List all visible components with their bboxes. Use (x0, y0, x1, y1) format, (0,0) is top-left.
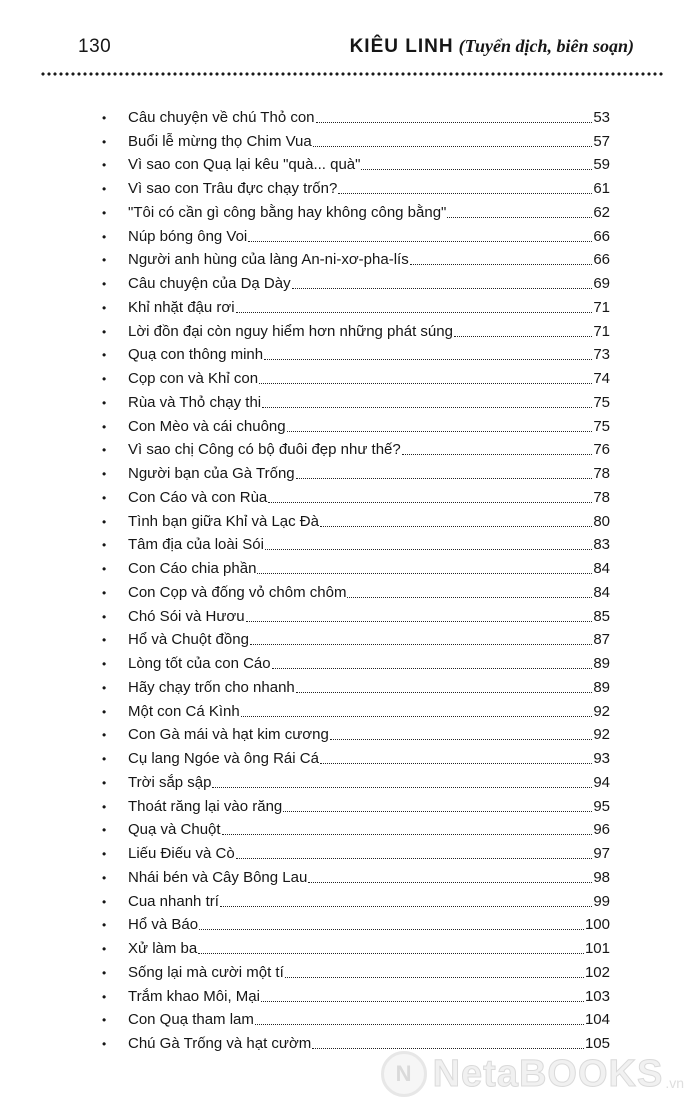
toc-entry-page: 89 (593, 655, 610, 672)
toc-entry (102, 388, 610, 412)
dot-leader (312, 1048, 584, 1049)
toc-entry (102, 174, 610, 198)
bullet-icon: • (102, 514, 107, 529)
dot-leader (347, 597, 592, 598)
dot-leader (272, 668, 593, 669)
dot-leader (320, 526, 592, 527)
toc-entry-page: 100 (584, 916, 610, 934)
dot-leader (264, 359, 592, 360)
toc-entry (102, 863, 610, 887)
toc-entry (102, 269, 610, 293)
toc-entry-page: 66 (593, 227, 610, 245)
dot-leader (236, 858, 593, 859)
dot-leader (246, 621, 593, 622)
dot-leader (250, 644, 592, 645)
toc-entry-title: Vì sao con Trâu đực chạy trốn? (128, 180, 338, 197)
dot-leader (199, 929, 584, 930)
toc-entry-page: 104 (584, 1011, 610, 1029)
toc-entry (102, 911, 610, 935)
toc-entry-title: Rùa và Thỏ chạy thi (128, 393, 262, 411)
toc-entry-title: Hãy chạy trốn cho nhanh (128, 678, 295, 696)
toc-entry-title: Con Quạ tham lam (128, 1011, 254, 1029)
dot-leader (198, 953, 584, 954)
toc-entry-page: 78 (593, 488, 610, 506)
dot-leader (330, 739, 593, 740)
bullet-icon: • (102, 704, 107, 719)
toc-entry-title: Buổi lễ mừng thọ Chim Vua (128, 132, 312, 150)
toc-entry-page: 96 (593, 821, 610, 839)
toc-entry-page: 66 (593, 251, 610, 269)
toc-entry-page: 99 (593, 892, 610, 910)
toc-entry (102, 673, 610, 697)
dotted-rule (40, 71, 664, 77)
toc-entry (102, 459, 610, 483)
bullet-icon: • (102, 657, 107, 671)
toc-entry (102, 103, 610, 127)
toc-entry-page: 74 (593, 370, 610, 387)
bullet-icon: • (102, 965, 107, 980)
dot-leader (296, 692, 593, 693)
bullet-icon: • (102, 467, 107, 481)
dot-leader (241, 716, 593, 717)
running-head (350, 36, 634, 58)
toc-entry-page: 89 (593, 678, 610, 696)
toc-entry (102, 649, 610, 673)
toc-entry-title: Con Cáo và con Rùa (128, 488, 268, 506)
toc-entry-page: 98 (593, 868, 610, 886)
bullet-icon: • (102, 823, 107, 838)
dot-leader (447, 217, 592, 218)
toc-entry-title: Quạ và Chuột (128, 821, 221, 839)
toc-entry (102, 982, 610, 1006)
bullet-icon: • (102, 847, 107, 861)
dot-leader (265, 549, 592, 550)
dot-leader (262, 407, 592, 408)
bullet-icon: • (102, 229, 107, 244)
toc-entry-page: 62 (593, 203, 610, 221)
neta-logo-icon: N (381, 1051, 427, 1097)
toc-entry-title: Câu chuyện về chú Thỏ con (128, 108, 315, 126)
toc-entry (102, 341, 610, 365)
toc-entry-title: Nhái bén và Cây Bông Lau (128, 868, 308, 886)
toc-entry-title: Hổ và Báo (128, 916, 199, 934)
dot-leader (285, 977, 584, 978)
toc-entry-page: 94 (593, 773, 610, 791)
dot-leader (212, 787, 592, 788)
toc-entry-page: 75 (593, 393, 610, 411)
dot-leader (287, 431, 593, 432)
bullet-icon: • (102, 277, 107, 291)
dot-leader (454, 336, 592, 337)
toc-entry-title: Chó Sói và Hươu (128, 607, 245, 625)
bullet-icon: • (102, 443, 107, 458)
toc-entry-title: Vì sao chị Công có bộ đuôi đẹp như thế? (128, 441, 401, 459)
bullet-icon: • (102, 110, 107, 125)
toc-entry-page: 69 (593, 275, 610, 292)
toc-entry (102, 317, 610, 341)
bullet-icon: • (102, 395, 107, 410)
toc-entry-title: Chú Gà Trống và hạt cườm (128, 1035, 312, 1052)
toc-entry (102, 578, 610, 602)
toc-entry-title: "Tôi có cần gì công bằng hay không công bằng" (128, 203, 447, 221)
toc-entry (102, 507, 610, 531)
watermark-text: NetaBOOKS (432, 1052, 664, 1095)
toc-entry-title: Xử làm ba (128, 940, 198, 957)
bullet-icon: • (102, 182, 107, 196)
bullet-icon: • (102, 989, 107, 1004)
toc-entry (102, 222, 610, 246)
bullet-icon: • (102, 158, 107, 173)
dot-leader (259, 383, 592, 384)
bullet-icon: • (102, 253, 107, 268)
toc-entry-title: Lòng tốt của con Cáo (128, 655, 271, 672)
toc-entry (102, 531, 610, 555)
toc-entry-page: 59 (593, 156, 610, 174)
toc-entry-title: Quạ con thông minh (128, 346, 264, 364)
toc-entry-title: Một con Cá Kình (128, 702, 240, 720)
toc-entry-page: 84 (593, 583, 610, 601)
toc-entry-page: 78 (593, 465, 610, 482)
toc-entry-title: Người anh hùng của làng An-ni-xơ-pha-lís (128, 251, 409, 269)
author-name: KIÊU LINH (349, 36, 454, 57)
toc-entry-page: 92 (593, 702, 610, 720)
toc-entry-page: 102 (584, 963, 610, 981)
toc-entry-title: Con Cọp và đống vỏ chôm chôm (128, 583, 347, 601)
dot-leader (248, 241, 592, 242)
toc-entry (102, 554, 610, 578)
toc-entry (102, 744, 610, 768)
toc-entry-title: Liếu Điếu và Cò (128, 845, 235, 862)
toc-entry (102, 1029, 610, 1053)
toc-entry (102, 436, 610, 460)
page-header (78, 36, 634, 64)
toc-entry (102, 816, 610, 840)
dot-leader (361, 169, 592, 170)
toc-entry (102, 792, 610, 816)
dot-leader (255, 1024, 584, 1025)
toc-entry-title: Tình bạn giữa Khỉ và Lạc Đà (128, 512, 319, 530)
dot-leader (320, 763, 592, 764)
toc-entry (102, 198, 610, 222)
toc-entry (102, 127, 610, 151)
toc-entry-title: Con Cáo chia phần (128, 560, 257, 577)
toc-entry-page: 97 (593, 845, 610, 862)
bullet-icon: • (102, 134, 107, 149)
dot-leader (222, 834, 593, 835)
toc-entry-title: Tâm địa của loài Sói (128, 536, 264, 554)
bullet-icon: • (102, 300, 107, 315)
toc-entry-page: 71 (593, 298, 610, 316)
bullet-icon: • (102, 538, 107, 553)
toc-entry-page: 76 (593, 441, 610, 459)
dot-leader (338, 193, 592, 194)
toc-entry-title: Cua nhanh trí (128, 892, 219, 910)
dot-leader (316, 122, 593, 123)
dot-leader (313, 146, 593, 147)
dot-leader (283, 811, 592, 812)
toc-entry-page: 95 (593, 797, 610, 815)
bullet-icon: • (102, 348, 107, 363)
toc-entry-title: Khỉ nhặt đậu rơi (128, 298, 235, 316)
dot-leader (268, 502, 592, 503)
toc-entry (102, 697, 610, 721)
toc-entry-page: 75 (593, 417, 610, 435)
dot-leader (296, 478, 593, 479)
toc-entry-page: 85 (593, 607, 610, 625)
watermark (381, 1051, 684, 1097)
bullet-icon: • (102, 490, 107, 505)
toc-entry-page: 92 (593, 726, 610, 744)
toc-entry-page: 73 (593, 346, 610, 364)
bullet-icon: • (102, 372, 107, 386)
bullet-icon: • (102, 942, 107, 956)
toc-entry (102, 768, 610, 792)
bullet-icon: • (102, 775, 107, 790)
bullet-icon: • (102, 419, 107, 434)
bullet-icon: • (102, 1013, 107, 1028)
toc-entry-page: 57 (593, 132, 610, 150)
table-of-contents (102, 103, 610, 1053)
dot-leader (257, 573, 592, 574)
bullet-icon: • (102, 870, 107, 885)
dot-leader (402, 454, 593, 455)
dot-leader (410, 264, 593, 265)
toc-entry-title: Con Gà mái và hạt kim cương (128, 726, 329, 744)
dot-leader (220, 906, 592, 907)
toc-entry (102, 1006, 610, 1030)
toc-entry-title: Người bạn của Gà Trống (128, 465, 295, 482)
toc-entry-page: 83 (593, 536, 610, 554)
toc-entry-page: 101 (584, 940, 610, 957)
toc-entry-page: 105 (584, 1035, 610, 1052)
book-subtitle: (Tuyển dịch, biên soạn) (458, 36, 634, 56)
bullet-icon: • (102, 680, 107, 695)
dot-leader (308, 882, 592, 883)
toc-entry-page: 93 (593, 750, 610, 767)
toc-entry-title: Cọp con và Khỉ con (128, 370, 259, 387)
bullet-icon: • (102, 324, 107, 339)
toc-entry-title: Núp bóng ông Voi (128, 227, 248, 245)
toc-entry-page: 61 (593, 180, 610, 197)
toc-entry-title: Hổ và Chuột đồng (128, 631, 249, 649)
toc-entry-title: Sống lại mà cười một tí (128, 963, 284, 981)
dot-leader (292, 288, 593, 289)
toc-entry (102, 412, 610, 436)
bullet-icon: • (102, 1037, 107, 1051)
toc-entry-title: Thoát răng lại vào răng (128, 797, 283, 815)
toc-entry (102, 246, 610, 270)
toc-entry-page: 80 (593, 512, 610, 530)
toc-entry-page: 84 (593, 560, 610, 577)
bullet-icon: • (102, 752, 107, 766)
toc-entry (102, 602, 610, 626)
bullet-icon: • (102, 728, 107, 743)
dot-leader (236, 312, 593, 313)
watermark-suffix: .vn (665, 1075, 684, 1091)
bullet-icon: • (102, 585, 107, 600)
toc-entry-page: 71 (593, 322, 610, 340)
toc-entry (102, 626, 610, 650)
toc-entry (102, 887, 610, 911)
page-number: 130 (78, 36, 112, 57)
toc-entry-title: Cụ lang Ngóe và ông Rái Cá (128, 750, 319, 767)
toc-entry (102, 958, 610, 982)
toc-entry (102, 151, 610, 175)
toc-entry-title: Con Mèo và cái chuông (128, 417, 286, 435)
toc-entry-page: 53 (593, 108, 610, 126)
toc-entry (102, 839, 610, 863)
toc-entry (102, 934, 610, 958)
toc-entry (102, 364, 610, 388)
toc-entry-title: Câu chuyện của Dạ Dày (128, 275, 291, 292)
bullet-icon: • (102, 799, 107, 814)
bullet-icon: • (102, 633, 107, 648)
dot-leader (261, 1001, 584, 1002)
toc-entry-title: Vì sao con Quạ lại kêu "quà... quà" (128, 156, 361, 174)
bullet-icon: • (102, 918, 107, 933)
toc-entry-title: Trắm khao Môi, Mại (128, 987, 260, 1005)
toc-entry-title: Trời sắp sập (128, 773, 212, 791)
bullet-icon: • (102, 562, 107, 576)
toc-entry-title: Lời đồn đại còn nguy hiểm hơn những phát súng (128, 322, 453, 340)
toc-entry-page: 87 (593, 631, 610, 649)
toc-entry (102, 721, 610, 745)
toc-entry (102, 483, 610, 507)
bullet-icon: • (102, 609, 107, 624)
bullet-icon: • (102, 205, 107, 220)
bullet-icon: • (102, 894, 107, 909)
toc-entry-page: 103 (584, 987, 610, 1005)
toc-entry (102, 293, 610, 317)
